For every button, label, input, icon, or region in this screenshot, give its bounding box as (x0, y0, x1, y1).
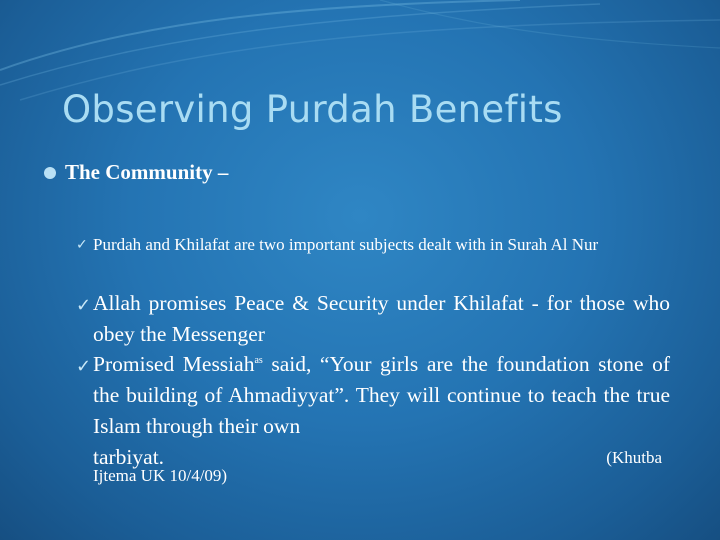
checkmark-icon: ✓ (76, 356, 92, 377)
item-text: Allah promises Peace & Security under Khilafat - for those who obey the Messenger (93, 291, 670, 346)
checkmark-icon: ✓ (76, 237, 88, 253)
item-text: Purdah and Khilafat are two important subjects dealt with in Surah Al Nur (93, 235, 599, 254)
list-item (76, 233, 670, 257)
superscript-as: as (254, 354, 263, 366)
citation-end: Ijtema UK 10/4/09) (93, 466, 228, 485)
item-text-rest: said, “Your girls are the foundation stone of the building of Ahmadiyyat”. They will continue to teach the true Islam through their own (93, 352, 671, 438)
item-text (93, 349, 670, 473)
bullet-icon (44, 167, 56, 179)
community-bullet (44, 160, 228, 185)
slide-title: Observing Purdah Benefits (62, 88, 563, 131)
checkmark-icon: ✓ (76, 295, 92, 316)
citation-start: (Khutba (606, 448, 662, 467)
list-item (76, 349, 670, 473)
list-item (76, 288, 670, 350)
item-last-word: tarbiyat. (93, 445, 165, 469)
item-text-start: Promised Messiah (93, 352, 255, 376)
section-heading: The Community – (65, 160, 229, 184)
